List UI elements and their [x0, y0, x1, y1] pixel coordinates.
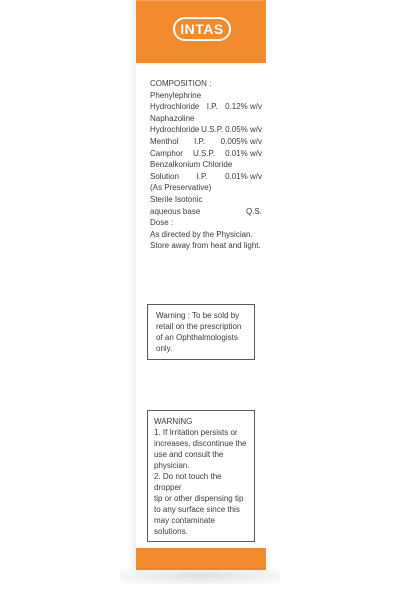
box-shadow [128, 0, 136, 570]
warning-line: physician. [154, 461, 190, 470]
composition-line: Sterile Isotonic [150, 194, 203, 204]
bottom-orange-band [136, 548, 266, 570]
composition-row [150, 206, 262, 218]
ingredient-standard: I.P. [206, 102, 218, 112]
composition-line: (As Preservative) [150, 183, 212, 193]
intas-logo [173, 17, 231, 41]
ingredient-amount: 0.05% w/v [225, 125, 262, 135]
composition-line: Naphazoline [150, 113, 195, 123]
ingredient-name: Menthol [150, 136, 179, 146]
dose-heading: Dose : [150, 218, 174, 228]
ingredient-amount: 0.01% w/v [225, 148, 262, 158]
composition-row [150, 171, 262, 183]
ingredient-amount: 0.005% w/v [220, 136, 262, 146]
warning-line: use and consult the [154, 450, 224, 459]
composition-row [150, 124, 262, 136]
warning-line: 1. If Irritation persists or [154, 428, 238, 437]
composition-line: Phenylephrine [150, 90, 202, 100]
ingredient-standard: I.P. [194, 136, 206, 146]
logo-text: INTAS [180, 21, 224, 37]
top-orange-band [136, 0, 266, 63]
warning-line: of an Ophthalmologists [156, 333, 238, 342]
ingredient-amount: 0.12% w/v [225, 102, 262, 112]
ingredient-standard: I.P. [196, 171, 208, 181]
dose-text: As directed by the Physician. [150, 229, 253, 239]
product-box [136, 0, 266, 570]
warning-line: retail on the prescription [156, 322, 242, 331]
ingredient-standard: U.S.P. [201, 125, 224, 135]
composition-row [150, 148, 262, 160]
composition-heading: COMPOSITION : [150, 79, 212, 88]
storage-text: Store away from heat and light. [150, 241, 261, 251]
warning-line: solutions. [154, 527, 188, 536]
warning-line: to any surface since this [154, 505, 240, 514]
ingredient-name: Camphor [150, 148, 183, 158]
warning-line: tip or other dispensing tip [154, 494, 244, 503]
ingredient-standard: U.S.P. [192, 148, 216, 158]
ingredient-name: Hydrochloride [150, 125, 200, 135]
composition-line: Benzalkonium Chloride [150, 160, 233, 170]
ingredient-name: aqueous base [150, 206, 201, 216]
composition-row [150, 101, 262, 113]
warning-line: only. [156, 344, 173, 353]
warning-line: may contaminate [154, 516, 215, 525]
ingredient-amount: 0.01% w/v [225, 171, 262, 181]
ingredient-amount: Q.S. [245, 206, 262, 216]
warning-line: Warning : To be sold by [156, 311, 240, 320]
warning-title: WARNING [154, 417, 193, 426]
warning-line: increases, discontinue the [154, 439, 247, 448]
composition-block [150, 78, 262, 252]
composition-row [150, 136, 262, 148]
floor-shadow [120, 568, 280, 584]
ingredient-name: Hydrochloride [150, 102, 200, 112]
prescription-warning-box [147, 304, 255, 360]
usage-warning-box [147, 410, 255, 542]
ingredient-name: Solution [150, 171, 179, 181]
warning-line: 2. Do not touch the dropper [154, 472, 222, 492]
